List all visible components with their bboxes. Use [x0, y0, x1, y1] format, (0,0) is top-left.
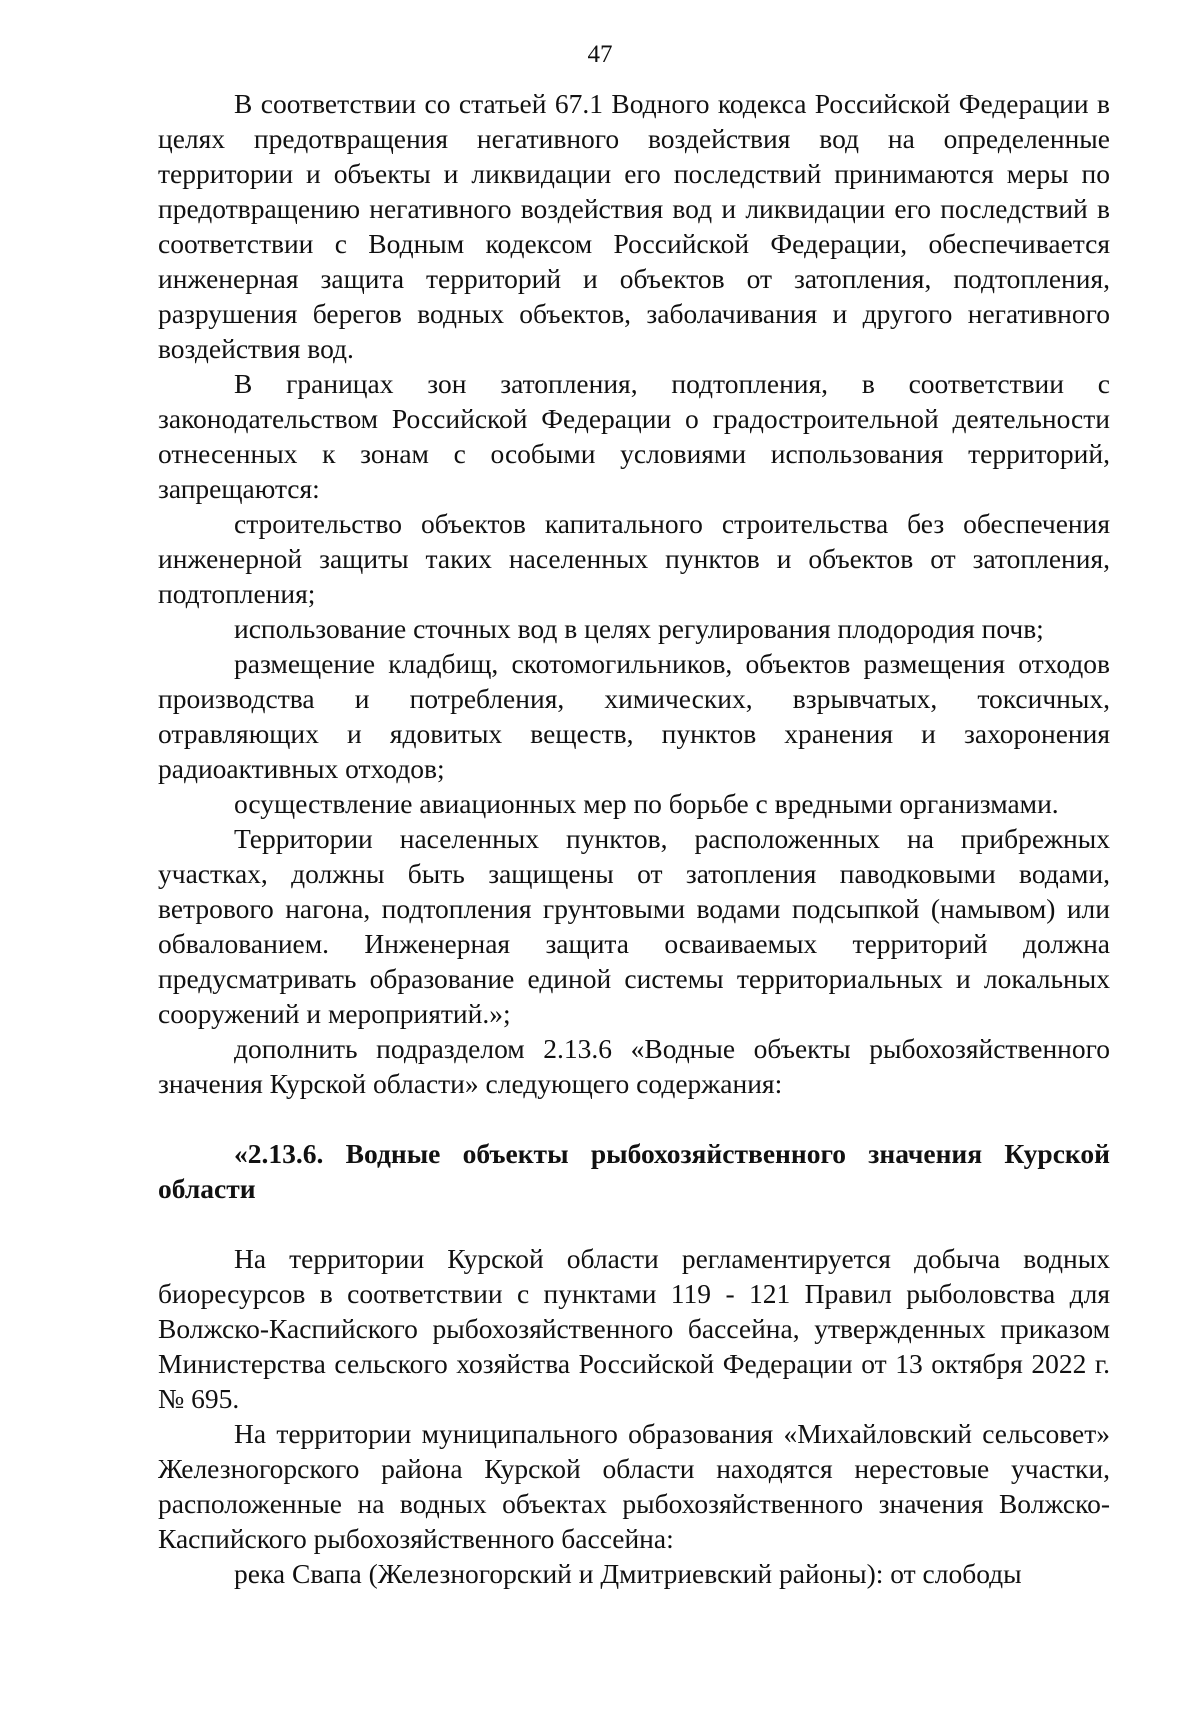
list-item-waste-placement: размещение кладбищ, скотомогильников, объектов размещения отходов производства и потребления, химических, взрывчатых, токсичных, отравляющих и ядовитых веществ, пунктов хранения и захоронения радиоактивных отходов;	[158, 648, 1110, 784]
list-item-wastewater: использование сточных вод в целях регулирования плодородия почв;	[234, 613, 1044, 644]
paragraph-add-subsection: дополнить подразделом 2.13.6 «Водные объекты рыбохозяйственного значения Курской области» следующего содержания:	[158, 1033, 1110, 1099]
document-body	[158, 86, 1110, 1591]
list-item-aviation: осуществление авиационных мер по борьбе с вредными организмами.	[234, 788, 1059, 819]
list-item-svapa-river: река Свапа (Железногорский и Дмитриевский районы): от слободы	[234, 1558, 1022, 1589]
paragraph-spawning-areas: На территории муниципального образования «Михайловский сельсовет» Железногорского района Курской области находятся нерестовые участки, расположенные на водных объектах рыбохозяйственного значения Волжско-Каспийского рыбохозяйственного бассейна:	[158, 1418, 1110, 1554]
page-number: 47	[587, 41, 613, 68]
paragraph-water-code: В соответствии со статьей 67.1 Водного кодекса Российской Федерации в целях предотвращения негативного воздействия вод на определенные территории и объекты и ликвидации его последствий принимаются меры по предотвращению негативного воздействия вод и ликвидации его последствий в соответствии с Водным кодексом Российской Федерации, обеспечивается инженерная защита территорий и объектов от затопления, подтопления, разрушения берегов водных объектов, заболачивания и другого негативного воздействия вод.	[158, 88, 1110, 364]
section-heading: «2.13.6. Водные объекты рыбохозяйственного значения Курской области	[158, 1138, 1110, 1204]
paragraph-flood-zones: В границах зон затопления, подтопления, в соответствии с законодательством Российской Федерации о градостроительной деятельности отнесенных к зонам с особыми условиями использования территорий, запрещаются:	[158, 368, 1110, 504]
paragraph-settlement-protection: Территории населенных пунктов, расположенных на прибрежных участках, должны быть защищены от затопления паводковыми водами, ветрового нагона, подтопления грунтовыми водами подсыпкой (намывом) или обвалованием. Инженерная защита осваиваемых территорий должна предусматривать образование единой системы территориальных и локальных сооружений и мероприятий.»;	[158, 823, 1110, 1029]
paragraph-fishing-rules: На территории Курской области регламентируется добыча водных биоресурсов в соответствии с пунктами 119 - 121 Правил рыболовства для Волжско-Каспийского рыбохозяйственного бассейна, утвержденных приказом Министерства сельского хозяйства Российской Федерации от 13 октября 2022 г. № 695.	[158, 1243, 1110, 1414]
list-item-construction: строительство объектов капитального строительства без обеспечения инженерной защиты таких населенных пунктов и объектов от затопления, подтопления;	[158, 508, 1110, 609]
